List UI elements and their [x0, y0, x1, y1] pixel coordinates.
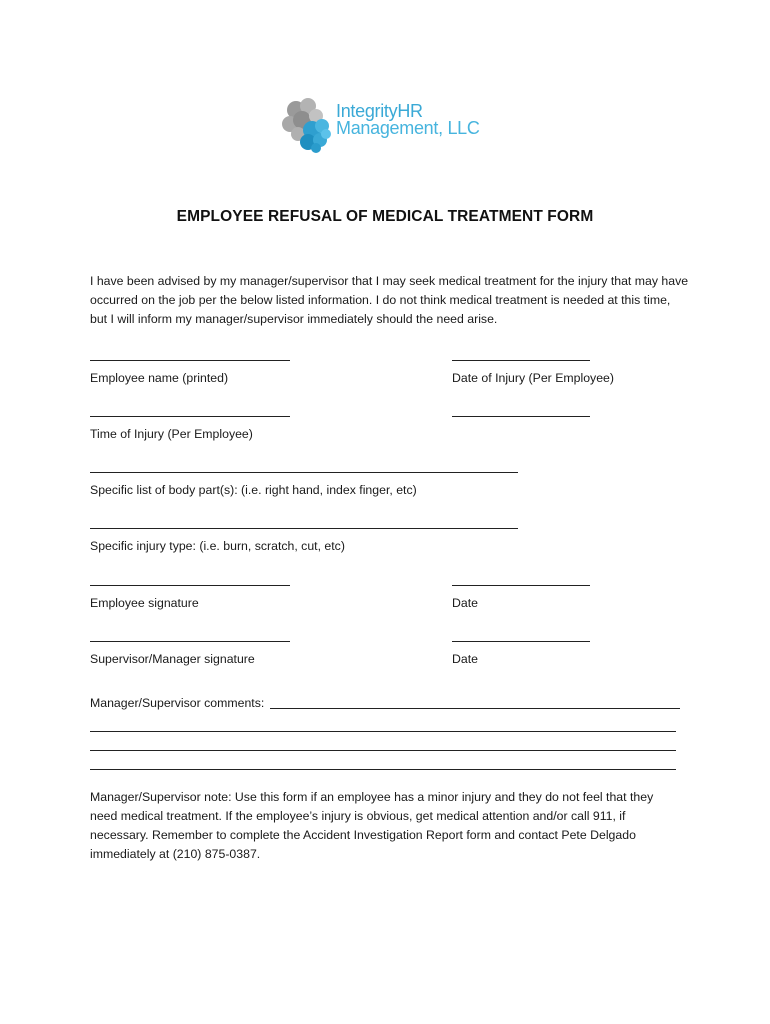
- employee-name-field[interactable]: [90, 360, 290, 388]
- logo-line-2: Management, LLC: [336, 118, 480, 138]
- employee-name-line[interactable]: [90, 360, 290, 361]
- company-logo: [280, 96, 490, 158]
- date-of-injury-label: Date of Injury (Per Employee): [452, 371, 614, 385]
- supervisor-date-field[interactable]: [452, 641, 590, 669]
- logo-line-1: IntegrityHR: [336, 101, 423, 121]
- supervisor-date-label: Date: [452, 652, 478, 666]
- employee-signature-line[interactable]: [90, 585, 290, 586]
- injury-type-label: Specific injury type: (i.e. burn, scratch, cut, etc): [90, 539, 345, 553]
- employee-date-line[interactable]: [452, 585, 590, 586]
- comments-line-4[interactable]: [90, 751, 676, 770]
- date-of-injury-line[interactable]: [452, 360, 590, 361]
- injury-type-line[interactable]: [90, 528, 518, 529]
- intro-paragraph: I have been advised by my manager/supervisor that I may seek medical treatment for the injury that may have occurred on the job per the below listed information. I do not think medical treatment is needed at this time, but I will inform my manager/supervisor immediately should the need arise.: [90, 274, 689, 326]
- employee-signature-field[interactable]: [90, 585, 290, 613]
- comments-line-3[interactable]: [90, 732, 676, 751]
- employee-name-label: Employee name (printed): [90, 371, 229, 385]
- form-title: EMPLOYEE REFUSAL OF MEDICAL TREATMENT FORM: [176, 208, 594, 225]
- blank-line[interactable]: [452, 416, 590, 417]
- time-of-injury-label: Time of Injury (Per Employee): [90, 427, 253, 441]
- time-of-injury-line[interactable]: [90, 416, 290, 417]
- comments-label: Manager/Supervisor comments:: [90, 696, 265, 710]
- blank-field[interactable]: [452, 416, 590, 417]
- supervisor-signature-field[interactable]: [90, 641, 290, 669]
- body-parts-label: Specific list of body part(s): (i.e. right hand, index finger, etc): [90, 483, 417, 497]
- comments-header: [90, 694, 680, 713]
- employee-date-label: Date: [452, 596, 478, 610]
- time-of-injury-field[interactable]: [90, 416, 290, 444]
- supervisor-signature-line[interactable]: [90, 641, 290, 642]
- date-of-injury-field[interactable]: [452, 360, 614, 388]
- supervisor-note: Manager/Supervisor note: Use this form if an employee has a minor injury and they do not feel that they need medical treatment. If the employee’s injury is obvious, get medical attention and/or call 911, if necessary. Remember to complete the Accident Investigation Report form and contact Pete Delgado immediately at (210) 875-0387.: [90, 790, 654, 861]
- logo-wordmark: [336, 103, 480, 137]
- body-parts-field[interactable]: [90, 472, 518, 500]
- comments-line-1[interactable]: [270, 708, 680, 709]
- comments-line-2[interactable]: [90, 713, 676, 732]
- supervisor-signature-label: Supervisor/Manager signature: [90, 652, 255, 666]
- comments-section: [90, 694, 680, 770]
- puzzle-globe-icon: [280, 96, 340, 158]
- supervisor-date-line[interactable]: [452, 641, 590, 642]
- employee-signature-label: Employee signature: [90, 596, 199, 610]
- employee-date-field[interactable]: [452, 585, 590, 613]
- body-parts-line[interactable]: [90, 472, 518, 473]
- injury-type-field[interactable]: [90, 528, 518, 556]
